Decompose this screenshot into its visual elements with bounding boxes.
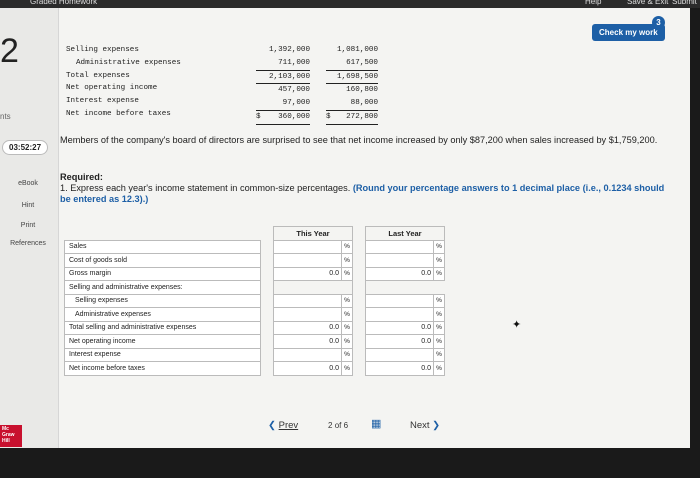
prev-label: Prev <box>278 420 299 431</box>
given-this-year-column <box>256 44 310 125</box>
last-year-input[interactable]: 0.0 <box>366 267 434 281</box>
row-label: Total selling and administrative expenses <box>65 321 261 335</box>
this-year-input[interactable] <box>274 348 342 362</box>
currency-symbol: $ <box>256 112 261 121</box>
percent-sign: % <box>342 240 353 254</box>
given-value: 1,698,500 <box>326 71 378 85</box>
table-row <box>65 281 445 295</box>
given-statement-labels <box>66 44 181 121</box>
top-bar <box>0 0 700 8</box>
references-link[interactable]: References <box>10 240 46 247</box>
required-text: 1. Express each year's income statement in common-size percentages. <box>60 183 351 193</box>
points-label: nts <box>0 112 11 121</box>
current-page: 2 <box>328 421 333 430</box>
given-value: 360,000 <box>278 112 310 121</box>
grid-icon[interactable]: ▦ <box>371 418 382 430</box>
mouse-cursor: ✦ <box>512 319 522 331</box>
table-row <box>65 321 445 335</box>
row-label: Selling expenses <box>65 294 261 308</box>
percent-sign: % <box>434 335 445 349</box>
this-year-input[interactable]: 0.0 <box>274 362 342 376</box>
given-value: 2,103,000 <box>256 71 310 85</box>
this-year-input[interactable] <box>274 294 342 308</box>
table-row <box>65 362 445 376</box>
currency-symbol: $ <box>326 112 331 121</box>
percent-sign: % <box>342 308 353 322</box>
required-section <box>60 172 670 205</box>
last-year-input[interactable] <box>366 308 434 322</box>
assignment-title: Graded Homework <box>30 0 98 6</box>
percent-sign: % <box>434 254 445 268</box>
percent-sign: % <box>342 348 353 362</box>
given-value: 617,500 <box>326 57 378 71</box>
page-indicator <box>328 421 348 430</box>
this-year-input[interactable] <box>274 308 342 322</box>
print-link[interactable]: Print <box>20 222 36 229</box>
submit-button[interactable]: Submit <box>672 0 697 6</box>
given-value: 1,081,000 <box>336 46 378 54</box>
row-label: Sales <box>65 240 261 254</box>
page-of: of <box>334 421 342 430</box>
rounding-instruction: (Round your percentage answers to 1 decimal place (i.e., 0.1234 should be entered as 12.3).) <box>60 183 665 204</box>
percent-sign: % <box>434 348 445 362</box>
given-value: 97,000 <box>256 97 310 111</box>
last-year-input[interactable]: 0.0 <box>366 321 434 335</box>
given-value: 1,392,000 <box>268 46 310 54</box>
percent-sign: % <box>342 362 353 376</box>
mcgraw-hill-logo: Mc Graw Hill <box>0 425 22 447</box>
timer: 03:52:27 <box>2 140 48 155</box>
last-year-input[interactable]: 0.0 <box>366 362 434 376</box>
table-row <box>65 240 445 254</box>
last-year-input[interactable] <box>366 348 434 362</box>
given-label: Net operating income <box>66 84 158 93</box>
given-value: 88,000 <box>326 97 378 111</box>
last-year-input[interactable] <box>366 254 434 268</box>
this-year-input[interactable]: 0.0 <box>274 267 342 281</box>
table-row <box>65 267 445 281</box>
help-link[interactable]: Help <box>585 0 602 6</box>
row-label: Administrative expenses <box>65 308 261 322</box>
this-year-input[interactable] <box>274 240 342 254</box>
percent-sign: % <box>434 308 445 322</box>
given-label: Total expenses <box>66 71 130 80</box>
required-heading: Required: <box>60 172 103 182</box>
row-label: Selling and administrative expenses: <box>65 281 261 295</box>
given-total-row <box>256 111 310 125</box>
percent-sign: % <box>434 321 445 335</box>
table-row <box>65 348 445 362</box>
table-row <box>65 254 445 268</box>
percent-sign: % <box>434 240 445 254</box>
percent-sign: % <box>434 267 445 281</box>
given-label: Net income before taxes <box>66 109 171 118</box>
percent-sign: % <box>342 254 353 268</box>
row-label: Interest expense <box>65 348 261 362</box>
percent-sign: % <box>342 294 353 308</box>
table-row <box>65 335 445 349</box>
given-label: Selling expenses <box>66 46 139 54</box>
percent-sign: % <box>342 321 353 335</box>
check-my-work-button[interactable]: Check my work <box>592 24 665 41</box>
question-text: Members of the company's board of directors are surprised to see that net income increased by only $87,200 when sales increased by $1,759,200. <box>60 135 658 145</box>
percent-sign: % <box>434 362 445 376</box>
given-last-year-column <box>326 44 378 125</box>
given-value: 160,800 <box>346 86 378 95</box>
check-count-badge: 3 <box>652 16 665 29</box>
table-row <box>65 308 445 322</box>
row-label: Net income before taxes <box>65 362 261 376</box>
hint-link[interactable]: Hint <box>21 202 35 209</box>
row-label: Gross margin <box>65 267 261 281</box>
ebook-link[interactable]: eBook <box>18 180 38 187</box>
this-year-input[interactable] <box>274 254 342 268</box>
this-year-input[interactable]: 0.0 <box>274 335 342 349</box>
next-button[interactable]: Next ❯ <box>410 420 441 431</box>
last-year-input[interactable] <box>366 294 434 308</box>
this-year-input[interactable]: 0.0 <box>274 321 342 335</box>
prev-button[interactable]: ❮ Prev <box>268 420 299 431</box>
given-value: 272,800 <box>346 112 378 121</box>
this-year-header: This Year <box>274 227 353 241</box>
total-pages: 6 <box>343 421 349 430</box>
given-label: Administrative expenses <box>76 58 181 67</box>
percent-sign: % <box>342 335 353 349</box>
given-value: 457,000 <box>278 86 310 95</box>
row-label: Cost of goods sold <box>65 254 261 268</box>
last-year-input[interactable]: 0.0 <box>366 335 434 349</box>
given-total-row <box>326 111 378 125</box>
table-row <box>65 294 445 308</box>
common-size-table <box>64 226 445 376</box>
next-label: Next <box>410 420 430 431</box>
given-value: 711,000 <box>256 57 310 71</box>
percent-sign: % <box>434 294 445 308</box>
save-exit-button[interactable]: Save & Exit <box>627 0 669 6</box>
percent-sign: % <box>342 267 353 281</box>
last-year-input[interactable] <box>366 240 434 254</box>
row-label: Net operating income <box>65 335 261 349</box>
given-label: Interest expense <box>66 97 139 106</box>
question-number: 2 <box>0 32 19 70</box>
last-year-header: Last Year <box>366 227 445 241</box>
